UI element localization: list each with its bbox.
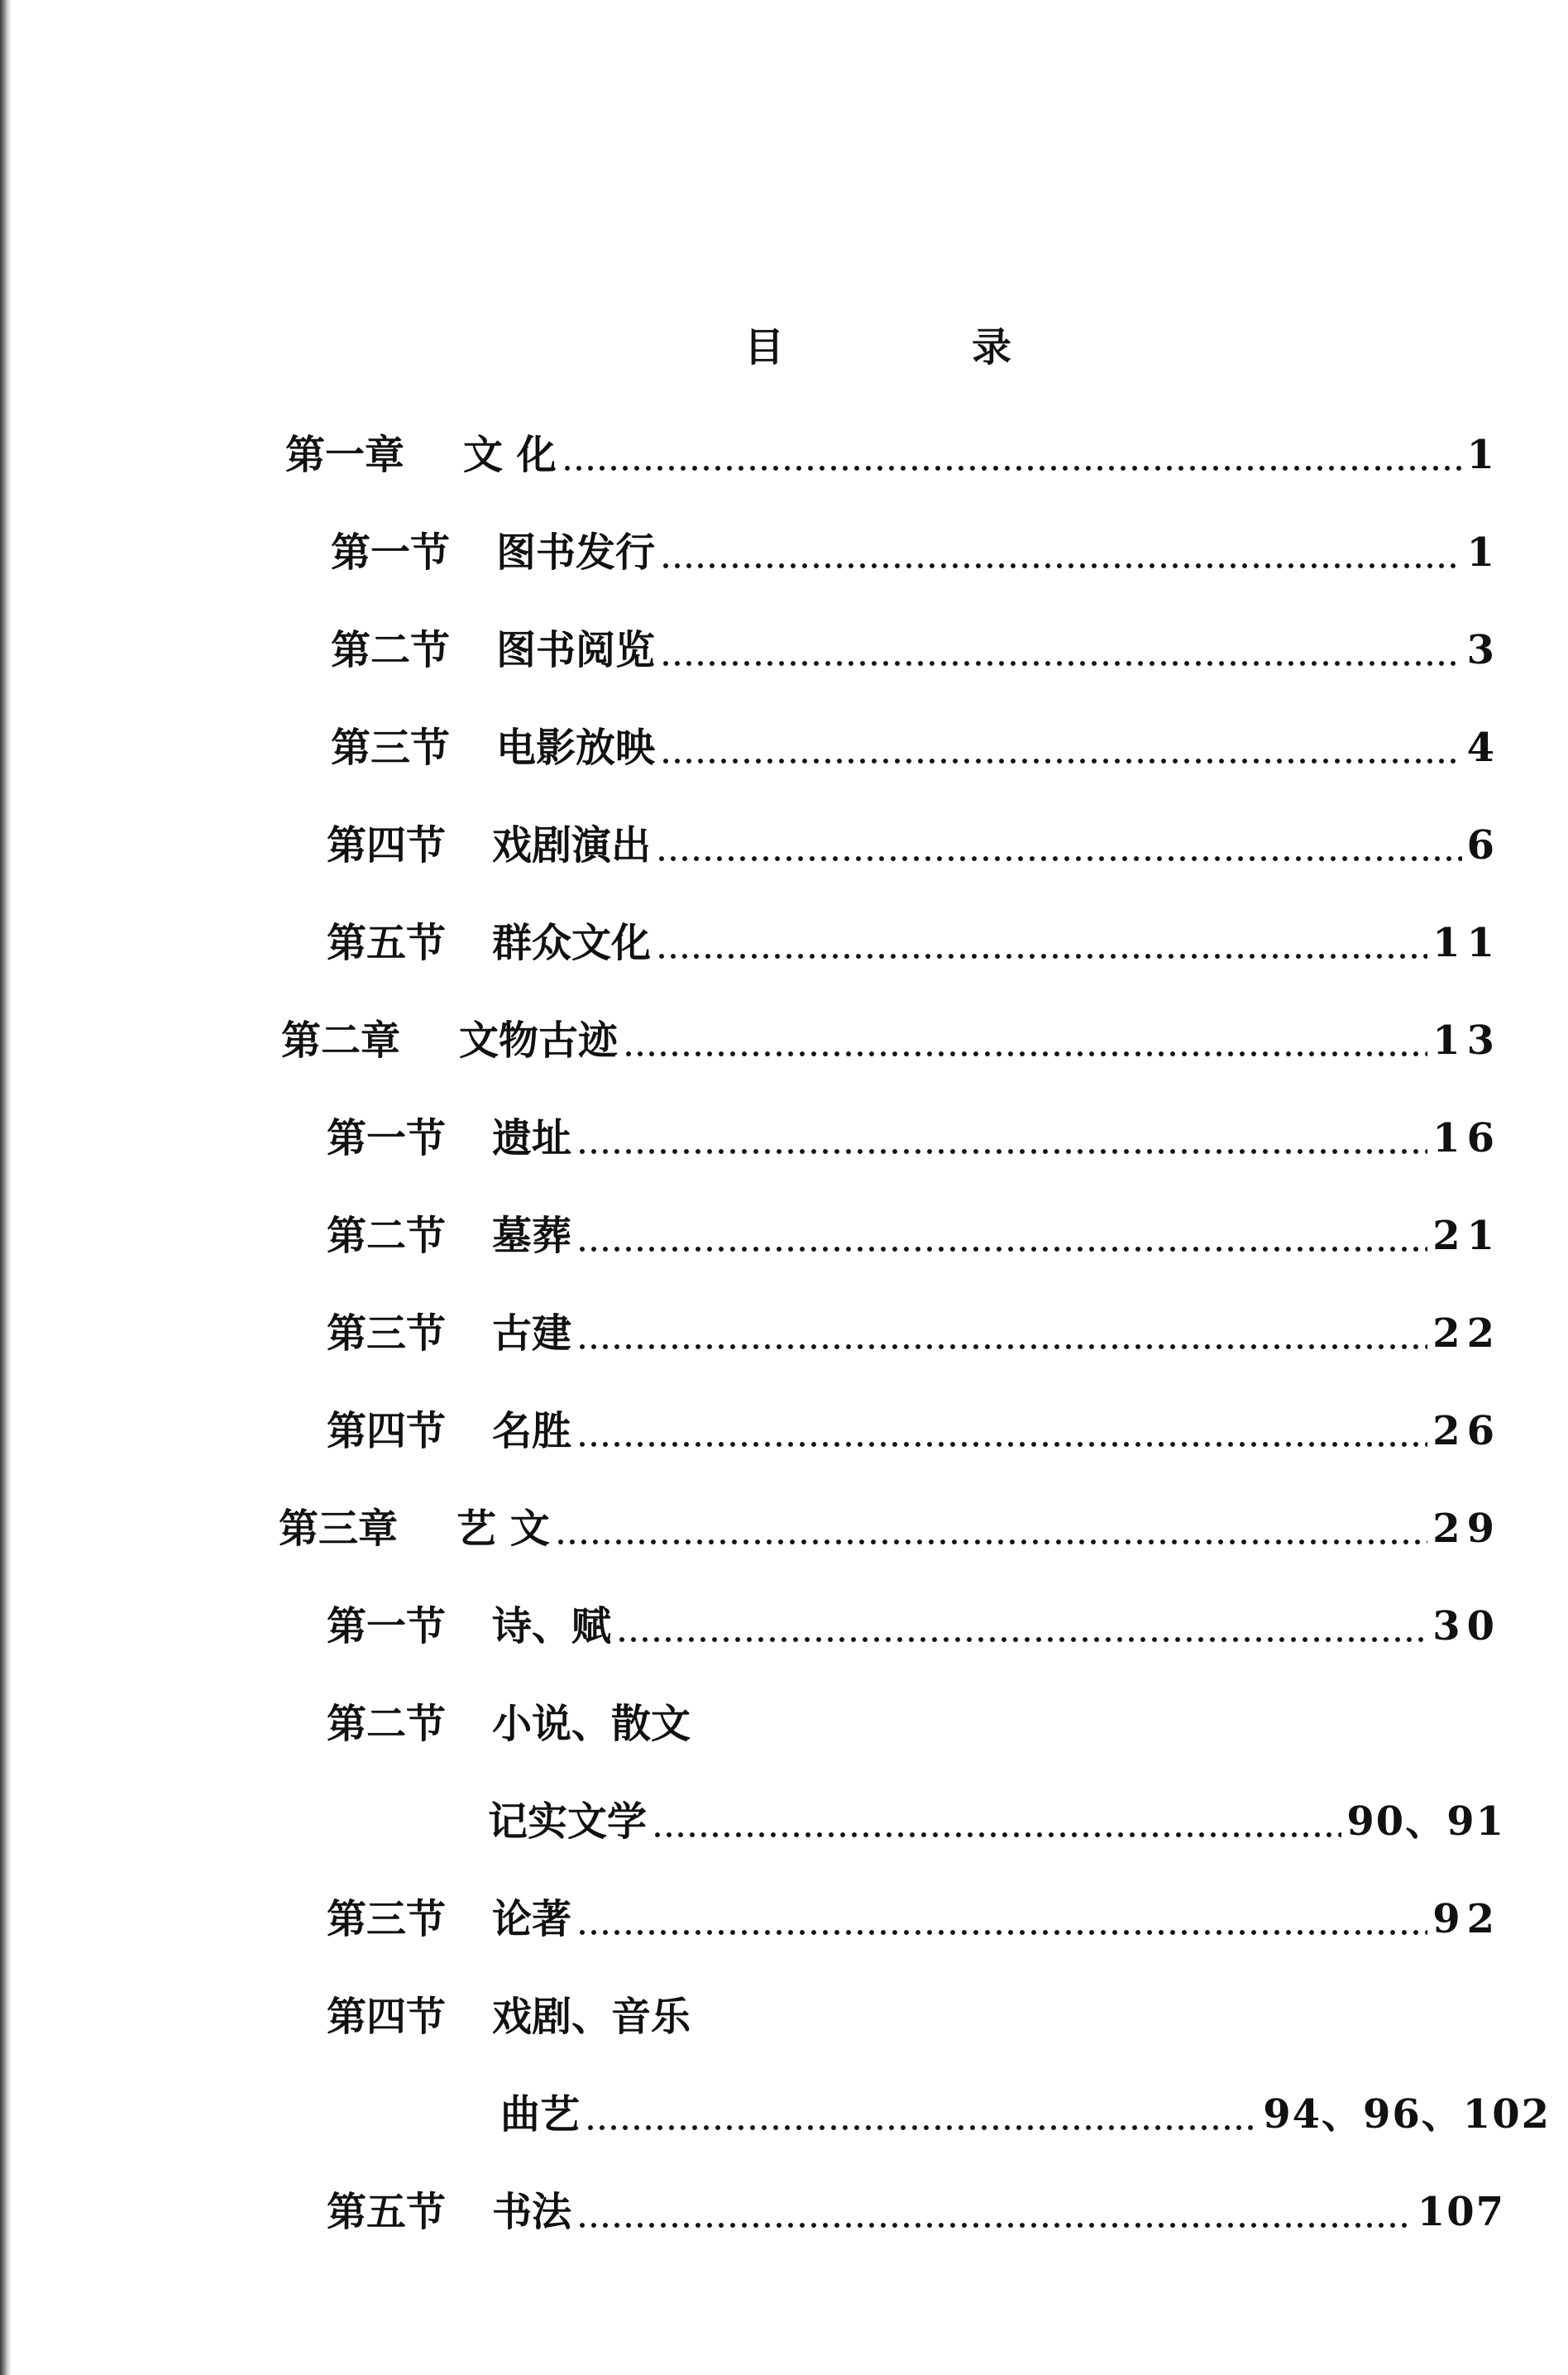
toc-entry-section[interactable]	[327, 1109, 1501, 1167]
entry-title: 诗、赋	[492, 1603, 612, 1650]
toc-entry-chapter-1[interactable]	[285, 426, 1501, 484]
toc-entry-section[interactable]	[327, 1695, 1501, 1753]
toc-entry-chapter-2[interactable]	[281, 1012, 1501, 1070]
toc-entry-section[interactable]	[327, 1305, 1501, 1362]
dot-leader	[652, 1793, 1341, 1851]
entry-number: 第一节	[327, 1115, 447, 1161]
dot-leader	[555, 1500, 1427, 1558]
dot-leader	[562, 426, 1462, 484]
entry-title: 文物古迹	[459, 1018, 619, 1064]
entry-title: 论著	[492, 1896, 572, 1942]
entry-number: 第二节	[327, 1213, 447, 1259]
dot-leader	[576, 1109, 1427, 1167]
entry-title: 墓葬	[492, 1213, 572, 1259]
entry-title: 小说、散文	[492, 1701, 691, 1747]
entry-title: 记实文学	[488, 1798, 648, 1845]
dot-leader	[576, 1890, 1427, 1948]
toc-entry-continuation[interactable]	[488, 1793, 1505, 1851]
entry-title: 戏剧演出	[492, 822, 652, 869]
entry-number: 第三节	[327, 1896, 447, 1942]
scanned-page-edge	[0, 0, 12, 2375]
entry-title: 艺 文	[457, 1506, 550, 1552]
entry-page: 3	[1466, 627, 1501, 673]
entry-title: 名胜	[492, 1408, 572, 1454]
toc-heading	[728, 318, 1025, 376]
entry-number: 第二节	[331, 627, 451, 673]
entry-number: 第三章	[279, 1506, 399, 1552]
toc-entry-section[interactable]	[327, 2183, 1505, 2241]
entry-number: 第一章	[285, 432, 405, 478]
entry-number: 第二节	[327, 1701, 447, 1747]
entry-number: 第五节	[327, 920, 447, 966]
toc-entry-section[interactable]	[331, 524, 1501, 582]
dot-leader	[656, 816, 1462, 874]
entry-page: 13	[1432, 1018, 1501, 1064]
dot-leader	[616, 1597, 1427, 1655]
entry-title: 图书阅览	[496, 627, 656, 673]
toc-entry-section[interactable]	[327, 914, 1501, 972]
entry-title: 群众文化	[492, 920, 652, 966]
entry-number: 第一节	[331, 529, 451, 576]
dot-leader	[660, 719, 1462, 777]
entry-page: 6	[1466, 822, 1501, 869]
entry-title: 遗址	[492, 1115, 572, 1161]
dot-leader	[576, 1402, 1427, 1460]
entry-page: 30	[1432, 1603, 1501, 1650]
entry-number: 第四节	[327, 1408, 447, 1454]
entry-title: 古建	[492, 1310, 572, 1357]
entry-title: 戏剧、音乐	[492, 1994, 691, 2040]
entry-title: 书法	[492, 2189, 572, 2235]
entry-number: 第四节	[327, 1994, 447, 2040]
toc-entry-section[interactable]	[327, 1988, 1501, 2046]
dot-leader	[585, 2085, 1258, 2143]
dot-leader	[576, 2183, 1413, 2241]
toc-entry-section[interactable]	[331, 621, 1501, 679]
entry-page: 92	[1432, 1896, 1501, 1942]
entry-page: 16	[1432, 1115, 1501, 1161]
toc-entry-section[interactable]	[327, 1890, 1501, 1948]
entry-page: 107	[1417, 2189, 1505, 2235]
entry-page: 90、91	[1346, 1798, 1505, 1845]
entry-page: 21	[1432, 1213, 1501, 1259]
toc-heading-char-1: 目	[744, 324, 785, 371]
dot-leader	[656, 914, 1427, 972]
toc-entry-continuation[interactable]	[500, 2085, 1551, 2143]
dot-leader	[623, 1012, 1427, 1070]
entry-number: 第二章	[281, 1018, 401, 1064]
dot-leader	[576, 1305, 1427, 1362]
toc-entry-section[interactable]	[327, 816, 1501, 874]
toc-heading-char-2: 录	[972, 324, 1012, 371]
entry-title: 图书发行	[496, 529, 656, 576]
entry-number: 第一节	[327, 1603, 447, 1650]
entry-number: 第五节	[327, 2189, 447, 2235]
entry-title: 曲艺	[500, 2091, 581, 2138]
entry-page: 29	[1432, 1506, 1501, 1552]
dot-leader	[576, 1207, 1427, 1265]
entry-page: 22	[1432, 1310, 1501, 1357]
toc-entry-chapter-3[interactable]	[279, 1500, 1501, 1558]
toc-entry-section[interactable]	[327, 1597, 1501, 1655]
entry-title: 文 化	[463, 432, 557, 478]
entry-number: 第三节	[327, 1310, 447, 1357]
entry-page: 26	[1432, 1408, 1501, 1454]
toc-entry-section[interactable]	[327, 1402, 1501, 1460]
entry-page: 94、96、102	[1263, 2091, 1551, 2138]
entry-page: 1	[1466, 432, 1501, 478]
entry-page: 11	[1432, 920, 1501, 966]
toc-entry-section[interactable]	[331, 719, 1501, 777]
entry-title: 电影放映	[496, 725, 656, 771]
toc-entry-section[interactable]	[327, 1207, 1501, 1265]
dot-leader	[660, 524, 1462, 582]
entry-number: 第四节	[327, 822, 447, 869]
entry-number: 第三节	[331, 725, 451, 771]
dot-leader	[660, 621, 1462, 679]
entry-page: 4	[1466, 725, 1501, 771]
entry-page: 1	[1466, 529, 1501, 576]
